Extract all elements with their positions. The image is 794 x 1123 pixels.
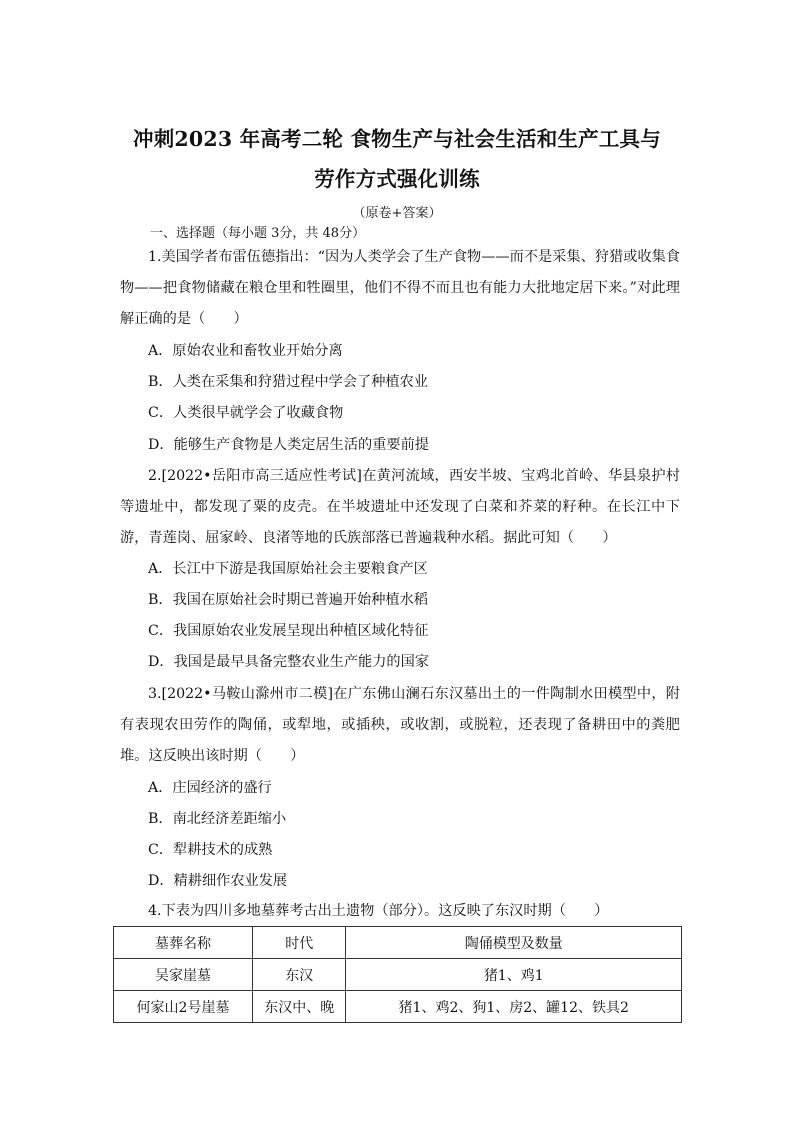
question-1-option-a: A．原始农业和畜牧业开始分离: [148, 343, 343, 359]
table-header-cell: 时代: [252, 927, 345, 959]
table-header-cell: 陶俑模型及数量: [346, 927, 682, 959]
table-cell: 吴家崖墓: [114, 959, 253, 991]
question-3-stem: 3.[2022•马鞍山滁州市二模]在广东佛山澜石东汉墓出土的一件陶制水田模型中，附有表现农田劳作的陶俑，或犁地，或插秧，或收割，或脱粒，还表现了备耕田中的粪肥堆。这反映出该时期（ ）: [120, 686, 680, 765]
question-2-stem: 2.[2022•岳阳市高三适应性考试]在黄河流域，西安半坡、宝鸡北首岭、华县泉护村等遗址中，都发现了粟的皮壳。在半坡遗址中还发现了白菜和芥菜的籽种。在长江中下游，青莲岗、屈家岭、良渚等地的氏族部落已普遍栽种水稻。据此可知（ ）: [120, 468, 680, 547]
table-header-cell: 墓葬名称: [114, 927, 253, 959]
table-cell: 猪1、鸡1: [346, 959, 682, 991]
title-line-2: 劳作方式强化训练: [314, 167, 480, 191]
table-header-row: [114, 927, 682, 959]
question-2-option-a: A．长江中下游是我国原始社会主要粮食产区: [148, 561, 428, 577]
section-heading: 一、选择题（每小题 3分，共 48分）: [150, 226, 366, 241]
question-1-option-c: C．人类很早就学会了收藏食物: [148, 405, 344, 421]
table-row: [114, 991, 682, 1023]
table-row: [114, 959, 682, 991]
question-2-option-c: C．我国原始农业发展呈现出种植区域化特征: [148, 623, 429, 639]
title-line-1: 冲刺2023 年高考二轮 食物生产与社会生活和生产工具与: [133, 127, 661, 151]
question-1-option-b: B．人类在采集和狩猎过程中学会了种植农业: [148, 374, 428, 390]
question-1-option-d: D．能够生产食物是人类定居生活的重要前提: [148, 437, 429, 453]
question-3-option-b: B．南北经济差距缩小: [148, 811, 287, 827]
edition-note: （原卷+答案）: [352, 206, 442, 221]
question-3-option-c: C．犁耕技术的成熟: [148, 842, 273, 858]
table-cell: 东汉中、晚: [252, 991, 345, 1023]
question-3-option-d: D．精耕细作农业发展: [148, 873, 288, 889]
table-cell: 何家山2号崖墓: [114, 991, 253, 1023]
question-2-option-d: D．我国是最早具备完整农业生产能力的国家: [148, 654, 429, 670]
tomb-artifacts-table: [113, 926, 682, 1023]
table-cell: 猪1、鸡2、狗1、房2、罐12、铁具2: [346, 991, 682, 1023]
question-1-stem: 1.美国学者布雷伍德指出：“因为人类学会了生产食物——而不是采集、狩猎或收集食物——把食物储藏在粮仓里和牲圈里，他们不得不而且也有能力大批地定居下来。”对此理解正确的是（ ）: [120, 249, 680, 328]
table-cell: 东汉: [252, 959, 345, 991]
question-2-option-b: B．我国在原始社会时期已普遍开始种植水稻: [148, 592, 428, 608]
question-3-option-a: A．庄园经济的盛行: [148, 780, 272, 796]
question-4-stem: 4.下表为四川多地墓葬考古出土遗物（部分）。这反映了东汉时期（ ）: [148, 903, 609, 919]
